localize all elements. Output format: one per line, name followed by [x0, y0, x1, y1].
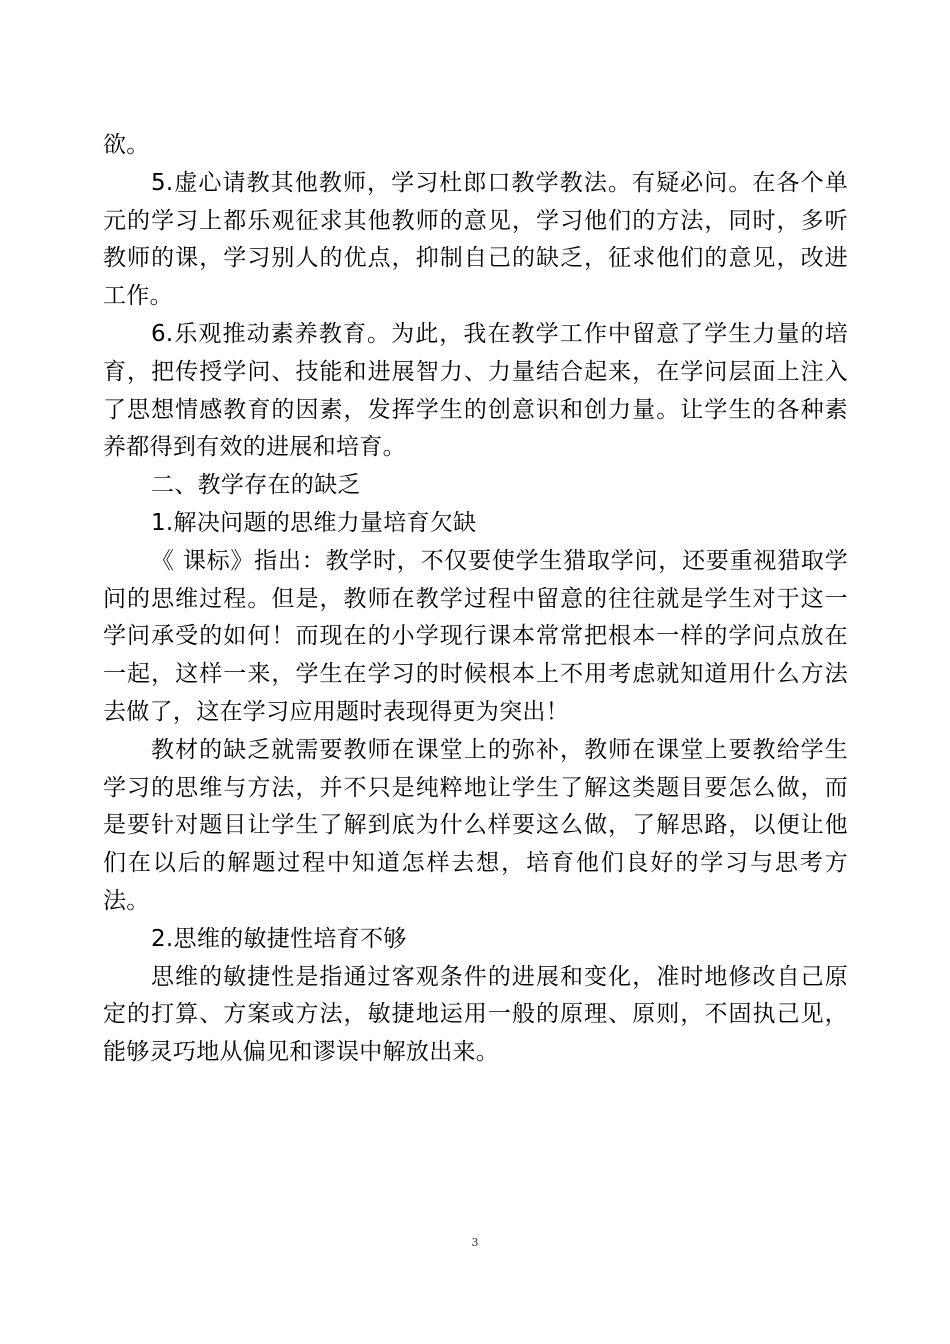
- subheading-2: 2.思维的敏捷性培育不够: [151, 925, 407, 952]
- paragraph-item-5: 5.虚心请教其他教师，学习杜郎口教学教法。有疑必问。在各个单元的学习上都乐观征求其他教师的意见，学习他们的方法，同时，多听教师的课，学习别人的优点，抑制自己的缺乏，征求他们的意见，改进工作。: [103, 169, 848, 310]
- paragraph-curriculum-standard: 《 课标》指出：教学时，不仅要使学生猎取学问，还要重视猎取学问的思维过程。但是，教师在教学过程中留意的往往就是学生对于这一学问承受的如何！而现在的小学现行课本常常把根本一样的学问点放在一起，这样一来，学生在学习的时候根本上不用考虑就知道用什么方法去做了，这在学习应用题时表现得更为突出！: [103, 547, 848, 725]
- paragraph-thinking-agility: 思维的敏捷性是指通过客观条件的进展和变化，准时地修改自己原定的打算、方案或方法，敏捷地运用一般的原理、原则，不固执己见，能够灵巧地从偏见和谬误中解放出来。: [103, 963, 848, 1066]
- subheading-1: 1.解决问题的思维力量培育欠缺: [151, 509, 477, 536]
- document-body: [103, 127, 848, 1072]
- paragraph-item-6: 6.乐观推动素养教育。为此，我在教学工作中留意了学生力量的培育，把传授学问、技能和进展智力、力量结合起来，在学问层面上注入了思想情感教育的因素，发挥学生的创意识和创力量。让学生的各种素养都得到有效的进展和培育。: [103, 320, 848, 461]
- page-number: 3: [471, 1236, 479, 1249]
- paragraph-continuation: 欲。: [103, 132, 150, 158]
- paragraph-textbook-shortcoming: 教材的缺乏就需要教师在课堂上的弥补，教师在课堂上要教给学生学习的思维与方法，并不只是纯粹地让学生了解这类题目要怎么做，而是要针对题目让学生了解到底为什么样要这么做，了解思路，以便让他们在以后的解题过程中知道怎样去想，培育他们良好的学习与思考方法。: [103, 736, 848, 914]
- section-heading-shortcomings: 二、教学存在的缺乏: [151, 472, 361, 499]
